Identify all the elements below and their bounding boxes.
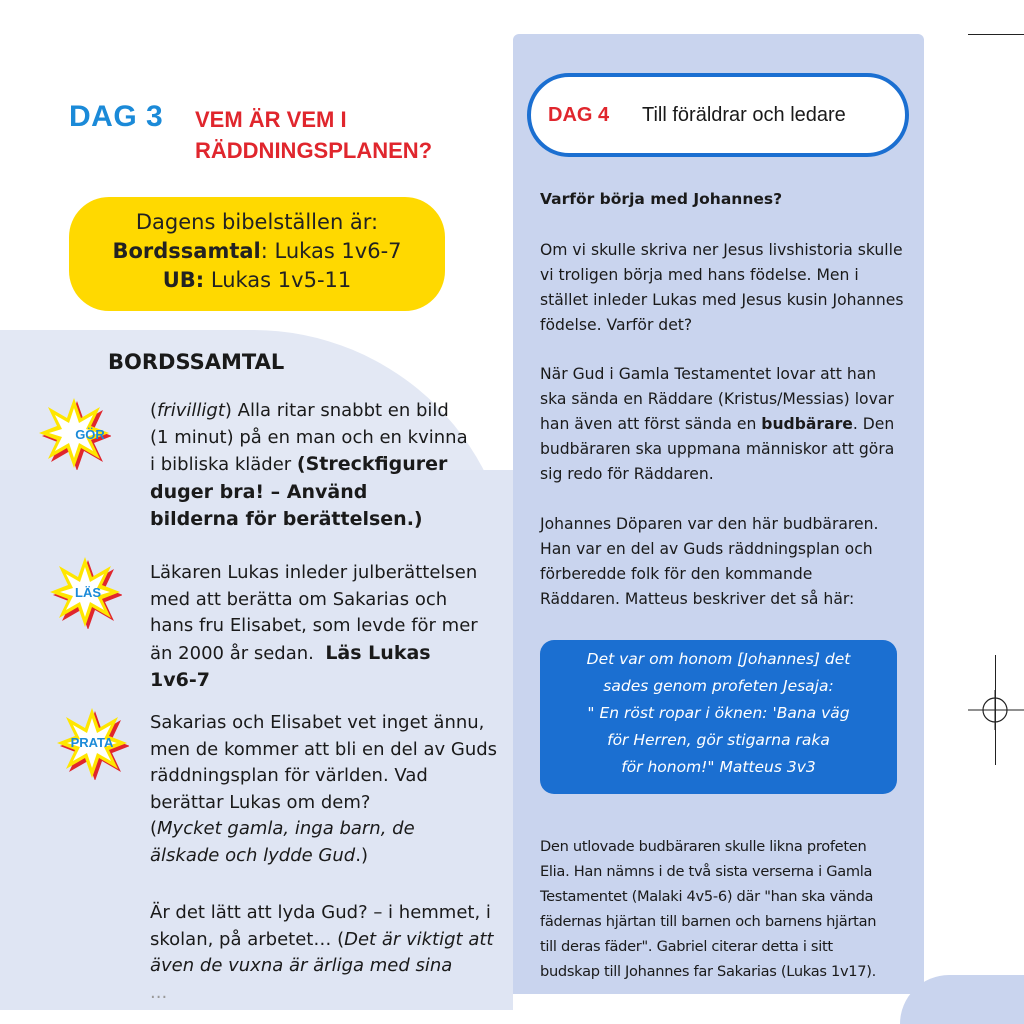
- gor-line-4-bold: duger bra! – Använd: [150, 480, 368, 503]
- prata-line-6: [150, 843, 497, 870]
- right-p2-line-4: budbäraren ska uppmana människor att göra: [540, 440, 895, 458]
- verse-box-line-1-rest: : Lukas 1v6-7: [260, 239, 402, 263]
- prata-line-1: Sakarias och Elisabet vet inget ännu,: [150, 712, 485, 733]
- gor-paragraph: [150, 398, 468, 534]
- day-3-title-line-1: VEM ÄR VEM I: [195, 107, 347, 132]
- bible-verses-box: [69, 197, 445, 311]
- las-line-5: [150, 667, 478, 695]
- right-p3-line-3: förberedde folk för den kommande: [540, 565, 813, 583]
- quote-line-1: Det var om honom [Johannes] det: [586, 650, 851, 668]
- right-p2-line-3-bold: budbärare: [761, 415, 853, 433]
- quote-line-4: för Herren, gör stigarna raka: [607, 731, 830, 749]
- las-line-1: Läkaren Lukas inleder julberättelsen: [150, 562, 478, 583]
- day-4-label: DAG 4: [548, 104, 610, 126]
- day-3-title: [195, 104, 432, 166]
- quote-line-2: sades genom profeten Jesaja:: [603, 677, 834, 695]
- prata-line-5-italic: Mycket gamla, inga barn, de: [157, 818, 415, 839]
- star-label-gor: GÖR: [75, 427, 105, 442]
- las-line-4-plain: än 2000 år sedan.: [150, 642, 326, 664]
- right-p2-line-3: [540, 412, 912, 437]
- verse-box-line-2-rest: Lukas 1v5-11: [204, 268, 352, 292]
- verse-box-line-1-bold: Bordssamtal: [112, 239, 261, 263]
- question-line-2: [150, 927, 493, 954]
- right-p2-line-3-plain: han även att först sända en: [540, 415, 762, 433]
- question-line-2-italic: Det är viktigt att: [344, 928, 494, 950]
- right-paragraph-3: [540, 512, 912, 612]
- right-p3-line-1: Johannes Döparen var den här budbäraren.: [540, 515, 879, 533]
- gor-line-1-rest: ) Alla ritar snabbt en bild: [224, 400, 449, 421]
- right-p2-line-5: sig redo för Räddaren.: [540, 465, 714, 483]
- crop-mark-top: [968, 34, 1024, 35]
- day-3-label: DAG 3: [69, 100, 164, 133]
- verse-box-line-1: [69, 237, 445, 266]
- gor-line-5-bold: bilderna för berättelsen.): [150, 508, 423, 530]
- right-p3-line-4: Räddaren. Matteus beskriver det så här:: [540, 590, 855, 608]
- gor-italic: frivilligt: [157, 400, 225, 421]
- right-p4-line-4: fädernas hjärtan till barnen och barnens hjärtan: [540, 913, 877, 930]
- right-p2-line-1: När Gud i Gamla Testamentet lovar att han: [540, 365, 877, 383]
- question-line-3: [150, 953, 493, 980]
- scripture-quote-box: [540, 640, 897, 794]
- verse-box-line-2: [69, 266, 445, 295]
- prata-line-6-end: .): [355, 844, 368, 866]
- right-paragraph-4: [540, 834, 912, 984]
- crop-mark-vertical: [995, 655, 996, 765]
- prata-line-2: men de kommer att bli en del av Guds: [150, 738, 498, 760]
- right-p3-line-2: Han var en del av Guds räddningsplan och: [540, 540, 873, 558]
- right-p4-line-2: Elia. Han nämns i de två sista verserna i Gamla: [540, 863, 873, 880]
- right-p1-line-1: Om vi skulle skriva ner Jesus livshistoria skulle: [540, 241, 903, 259]
- right-p4-line-6: budskap till Johannes far Sakarias (Lukas 1v17).: [540, 963, 877, 980]
- las-line-4: [150, 640, 478, 668]
- prata-line-6-italic: älskade och lydde Gud: [150, 844, 356, 866]
- prata-line-3: räddningsplan för världen. Vad: [150, 765, 428, 786]
- right-p1-line-4: födelse. Varför det?: [540, 316, 693, 334]
- question-line-4-cut: ...: [150, 981, 168, 1003]
- gor-line-4: [150, 479, 468, 507]
- right-p2-line-3-end: . Den: [852, 415, 895, 433]
- prata-paragraph: [150, 710, 497, 869]
- las-line-5-bold: 1v6-7: [150, 669, 210, 691]
- right-p1-line-2: vi troligen börja med hans födelse. Men i: [540, 266, 859, 284]
- las-line-4-bold: Läs Lukas: [325, 641, 431, 664]
- right-heading: Varför börja med Johannes?: [540, 190, 783, 208]
- day-4-title: Till föräldrar och ledare: [642, 104, 846, 126]
- gor-line-2: (1 minut) på en man och en kvinna: [150, 426, 468, 448]
- question-line-3-italic: även de vuxna är ärliga med sina: [150, 955, 453, 976]
- gor-line-1: (frivilligt) Alla ritar snabbt en bild: [150, 400, 449, 421]
- registration-mark-icon: [968, 690, 1024, 730]
- right-p1-line-3: stället inleder Lukas med Jesus kusin Johannes: [540, 291, 904, 309]
- right-p4-line-5: till deras fäder". Gabriel citerar detta i sitt: [540, 938, 833, 955]
- right-paragraph-2: [540, 362, 912, 487]
- question-line-2-plain: skolan, på arbetet… (: [150, 928, 345, 950]
- right-p4-line-3: Testamentet (Malaki 4v5-6) där "han ska vända: [540, 888, 874, 905]
- las-paragraph: [150, 560, 478, 695]
- question-paragraph: [150, 900, 493, 1006]
- question-line-1: Är det lätt att lyda Gud? – i hemmet, i: [150, 902, 491, 923]
- las-line-2: med att berätta om Sakarias och: [150, 588, 448, 610]
- verse-box-line-2-bold: UB:: [162, 268, 205, 292]
- star-label-prata: PRATA: [70, 735, 114, 750]
- prata-line-5: (Mycket gamla, inga barn, de: [150, 818, 415, 839]
- day-3-title-line-2: RÄDDNINGSPLANEN?: [195, 138, 433, 163]
- right-p4-line-1: Den utlovade budbäraren skulle likna profeten: [540, 838, 867, 855]
- star-label-las: LÄS: [75, 585, 101, 600]
- prata-line-4: berättar Lukas om dem?: [150, 791, 371, 813]
- gor-line-3: [150, 451, 468, 479]
- gor-line-3-bold: (Streckfigurer: [296, 453, 448, 475]
- quote-line-3: " En röst ropar i öknen: 'Bana väg: [587, 704, 850, 722]
- section-heading-bordssamtal: BORDSSAMTAL: [108, 350, 285, 374]
- right-paragraph-1: [540, 238, 912, 338]
- las-line-3: hans fru Elisabet, som levde för mer: [150, 615, 478, 636]
- gor-line-5: [150, 506, 468, 534]
- verse-box-intro: Dagens bibelställen är:: [135, 210, 379, 234]
- gor-line-3-plain: i bibliska kläder: [150, 454, 297, 475]
- quote-line-5: för honom!" Matteus 3v3: [621, 758, 816, 776]
- right-p2-line-2: ska sända en Räddare (Kristus/Messias) lovar: [540, 390, 894, 408]
